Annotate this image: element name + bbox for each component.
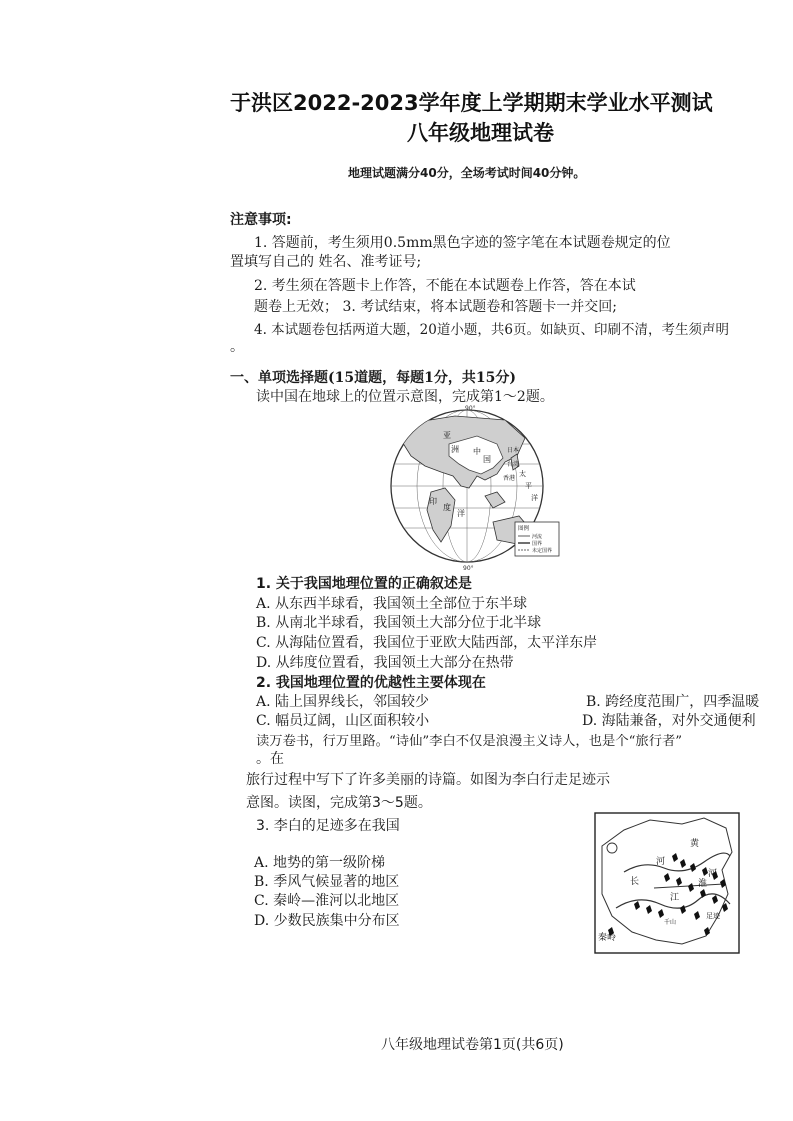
globe-label: 洲	[451, 445, 459, 454]
passage-line3: 旅行过程中写下了许多美丽的诗篇。如图为李白行走足迹示	[246, 772, 610, 788]
map-label: 河	[708, 869, 718, 879]
notice-item4-line2: 。	[230, 339, 244, 355]
map-label: 长	[630, 877, 640, 887]
globe-bottom-label: 90°	[463, 565, 474, 572]
legend-item: 国界	[532, 541, 543, 547]
globe-label: 平	[525, 482, 532, 490]
legend-item: 未定国界	[532, 548, 553, 554]
q1-option-b: B. 从南北半球看，我国领土大部分位于北半球	[256, 615, 542, 631]
passage-line2: 。在	[256, 751, 284, 767]
map-label: 江	[670, 893, 680, 903]
q3-option-c: C. 秦岭—淮河以北地区	[254, 893, 400, 909]
q1-option-a: A. 从东西半球看，我国领土全部位于东半球	[256, 596, 528, 612]
globe-location-map	[385, 404, 565, 572]
notice-item4-line1: 4. 本试题卷包括两道大题，20道小题，共6页。如缺页、印刷不清，考生须声明	[254, 322, 729, 338]
legend-item: 河流	[532, 534, 543, 540]
globe-label: 太	[519, 470, 526, 478]
notice-item2-line2: 题卷上无效； 3. 考试结束，将本试题卷和答题卡一并交回;	[254, 299, 617, 315]
map-label: 河	[656, 857, 666, 867]
q3-stem: 3. 李白的足迹多在我国	[256, 818, 400, 834]
section1-intro: 读中国在地球上的位置示意图，完成第1～2题。	[256, 389, 554, 405]
globe-top-label: 90°	[465, 405, 476, 412]
map-label-qinling: 秦岭	[598, 933, 617, 943]
exam-title-line2: 八年级地理试卷	[407, 121, 554, 145]
map-label: 淮	[698, 879, 708, 889]
globe-label: 亚	[443, 431, 451, 440]
notice-item1-line1: 1. 答题前，考生须用0.5mm黑色字迹的签字笔在本试题卷规定的位	[254, 235, 671, 251]
globe-label: 日本	[507, 447, 520, 454]
q3-option-b: B. 季风气候显著的地区	[254, 874, 400, 890]
globe-label: 洋	[531, 494, 538, 502]
q3-option-d: D. 少数民族集中分布区	[254, 913, 400, 929]
globe-label: 国	[483, 455, 491, 464]
notice-item2-line1: 2. 考生须在答题卡上作答，不能在本试题卷上作答，答在本试	[254, 278, 636, 294]
passage-line1: 读万卷书，行万里路。“诗仙”李白不仅是浪漫主义诗人，也是个“旅行者”	[256, 734, 683, 749]
passage-line4: 意图。读图，完成第3～5题。	[246, 795, 432, 811]
exam-title-line1: 于洪区2022-2023学年度上学期期末学业水平测试	[230, 91, 713, 115]
notice-item1-line2: 置填写自己的 姓名、准考证号;	[230, 254, 422, 270]
map-frame	[595, 813, 739, 953]
q2-option-a: A. 陆上国界线长，邻国较少	[256, 694, 430, 710]
globe-label: 台湾	[507, 461, 520, 468]
section1-heading: 一、单项选择题(15道题，每题1分，共15分)	[230, 370, 516, 386]
q2-option-b: B. 跨经度范围广，四季温暖	[586, 694, 760, 710]
q1-option-d: D. 从纬度位置看，我国领土大部分在热带	[256, 655, 514, 671]
q2-stem: 2. 我国地理位置的优越性主要体现在	[256, 675, 486, 691]
legend-title: 图例	[518, 526, 530, 532]
q1-option-c: C. 从海陆位置看，我国位于亚欧大陆西部，太平洋东岸	[256, 635, 598, 651]
notice-heading: 注意事项:	[230, 212, 292, 228]
globe-label: 印	[429, 497, 437, 506]
globe-label: 中	[473, 447, 481, 456]
exam-subtitle: 地理试题满分40分，全场考试时间40分钟。	[348, 166, 586, 180]
globe-label: 度	[443, 503, 451, 512]
q2-option-c: C. 幅员辽阔，山区面积较小	[256, 713, 430, 729]
map-label: 黄	[690, 839, 700, 849]
q3-option-a: A. 地势的第一级阶梯	[254, 855, 386, 871]
map-label: 足迹	[706, 912, 720, 920]
q1-stem: 1. 关于我国地理位置的正确叙述是	[256, 576, 472, 592]
globe-label: 洋	[457, 509, 465, 518]
q2-option-d: D. 海陆兼备，对外交通便利	[582, 713, 756, 729]
libai-travel-map	[594, 812, 740, 954]
map-label: 千山	[664, 919, 677, 926]
globe-label: 香港	[503, 475, 516, 482]
globe-legend	[515, 522, 559, 556]
page-footer: 八年级地理试卷第1页(共6页)	[381, 1037, 564, 1053]
